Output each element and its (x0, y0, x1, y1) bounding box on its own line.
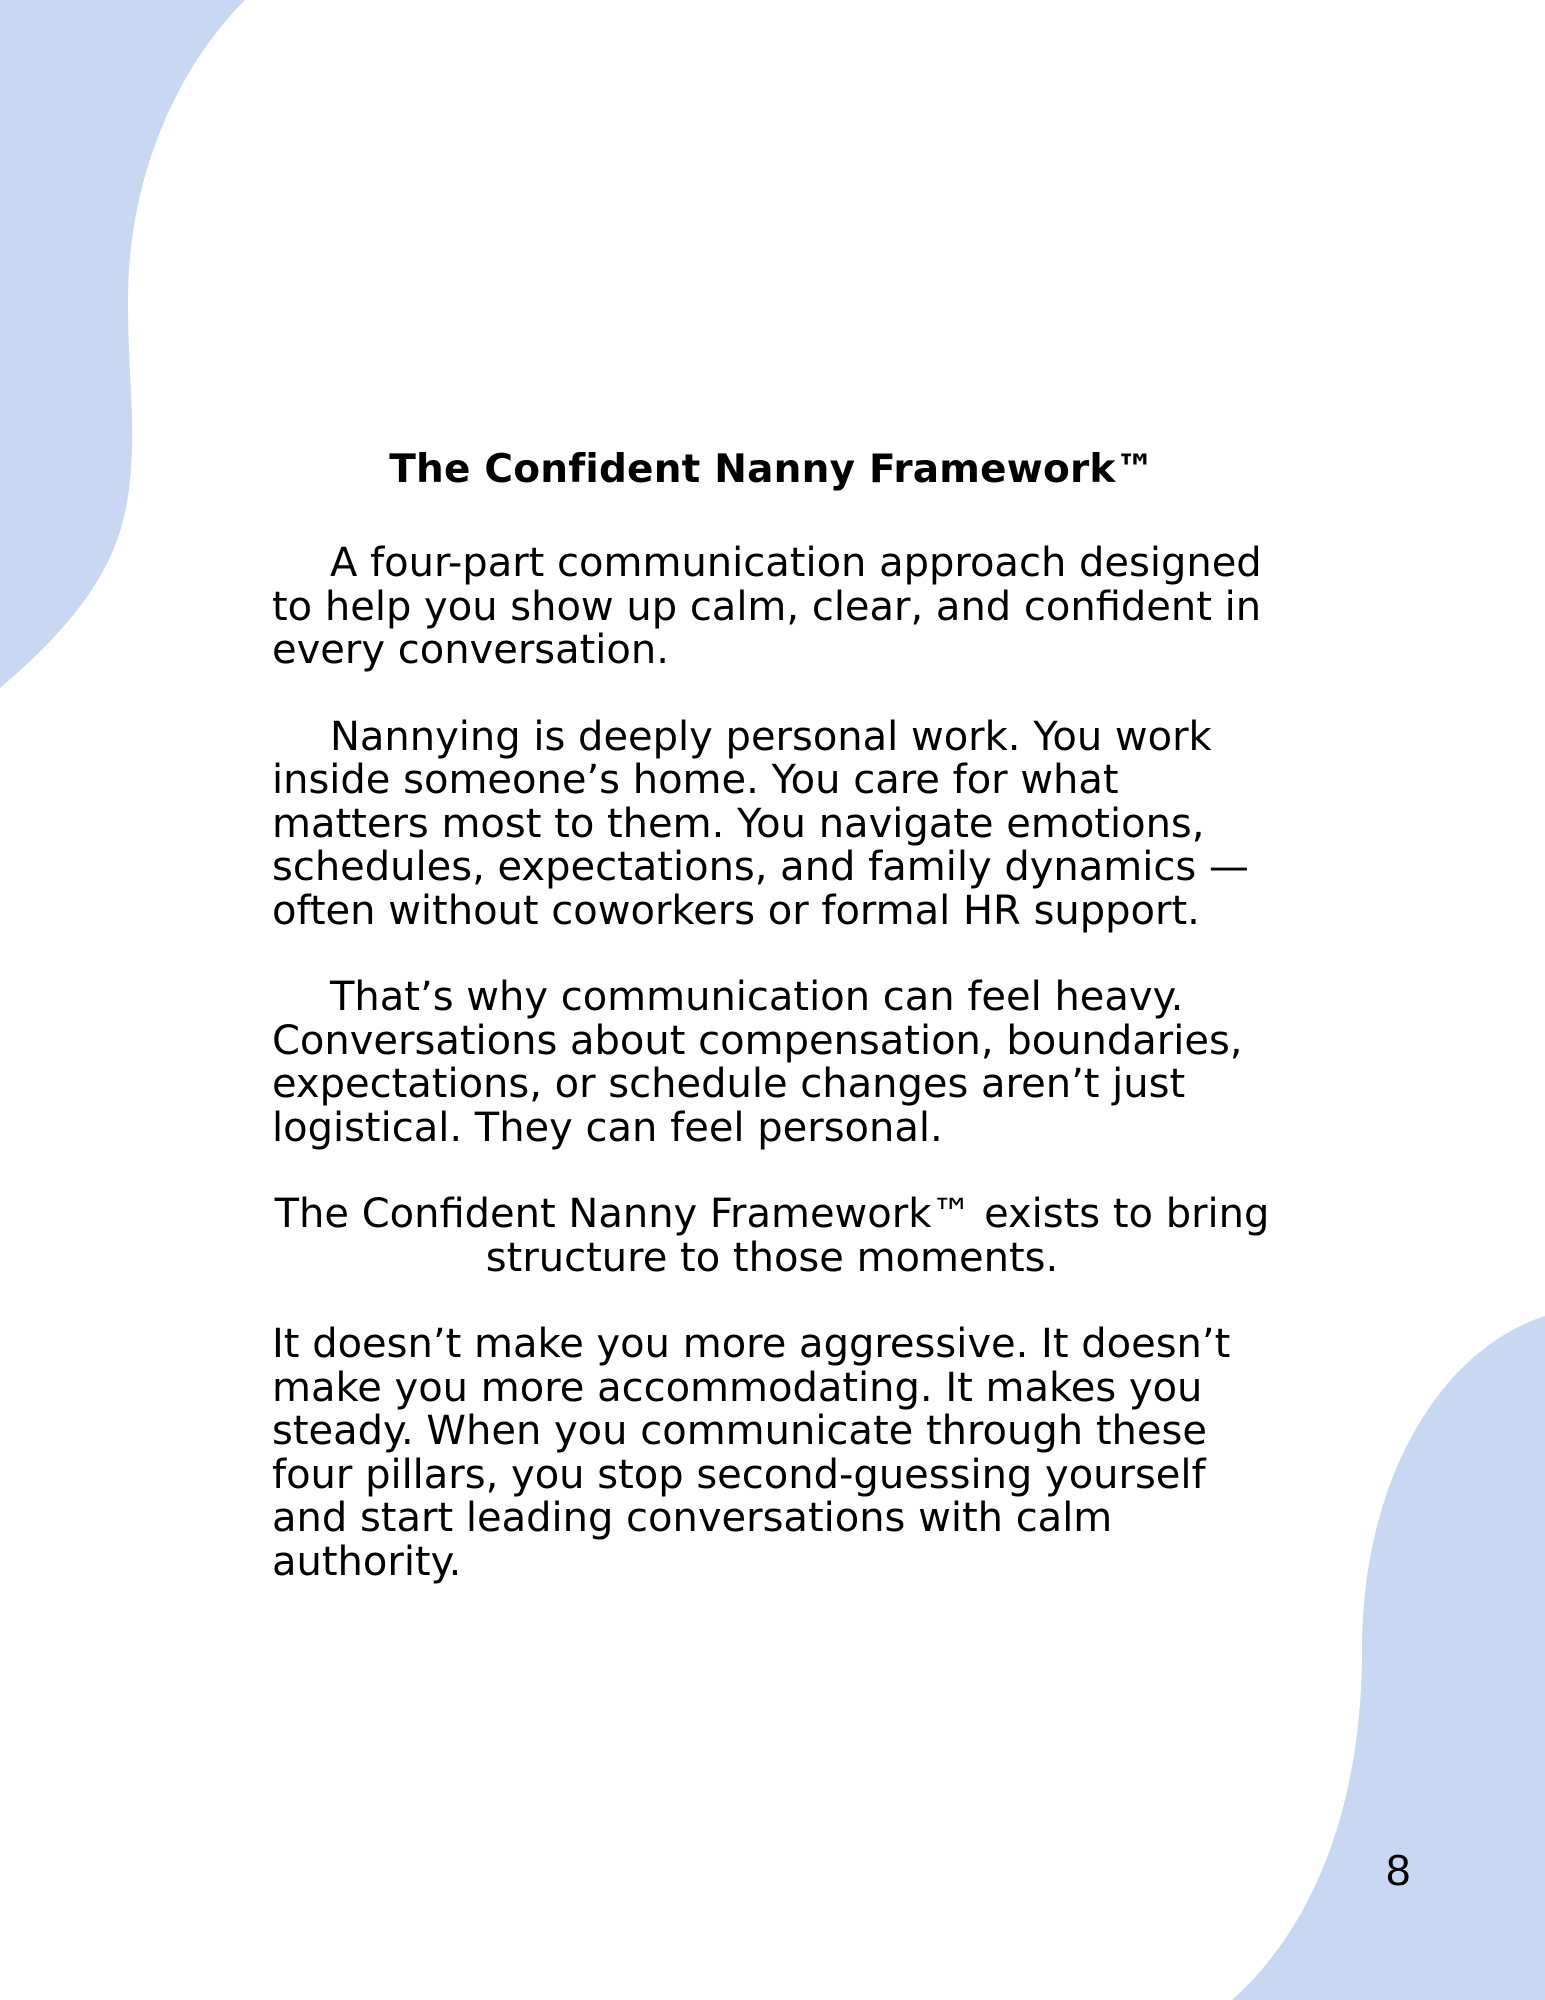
communication-paragraph: That’s why communication can feel heavy. Conversations about compensation, boundaries, expectations, or schedule changes aren’t just logistical. They can feel personal. (272, 974, 1243, 1151)
page-body (272, 442, 1272, 1627)
steady-paragraph: It doesn’t make you more aggressive. It doesn’t make you more accommodating. It makes you steady. When you communicate through these four pillars, you stop second-guessing yourself and start leading conversations with calm authority. (272, 1321, 1231, 1585)
top-left-blob (0, 0, 245, 688)
page-number: 8 (1386, 1846, 1411, 1895)
bottom-right-blob (1232, 1316, 1545, 2000)
nannying-paragraph: Nannying is deeply personal work. You work inside someone’s home. You care for what matters most to them. You navigate emotions, schedules, expectations, and family dynamics — often without coworkers or formal HR support. (272, 713, 1249, 934)
page-title: The Confident Nanny Framework™ (389, 447, 1155, 492)
intro-paragraph: A four-part communication approach designed to help you show up calm, clear, and confident in every conversation. (272, 540, 1262, 673)
framework-paragraph: The Confident Nanny Framework™ exists to bring structure to those moments. (274, 1191, 1270, 1281)
